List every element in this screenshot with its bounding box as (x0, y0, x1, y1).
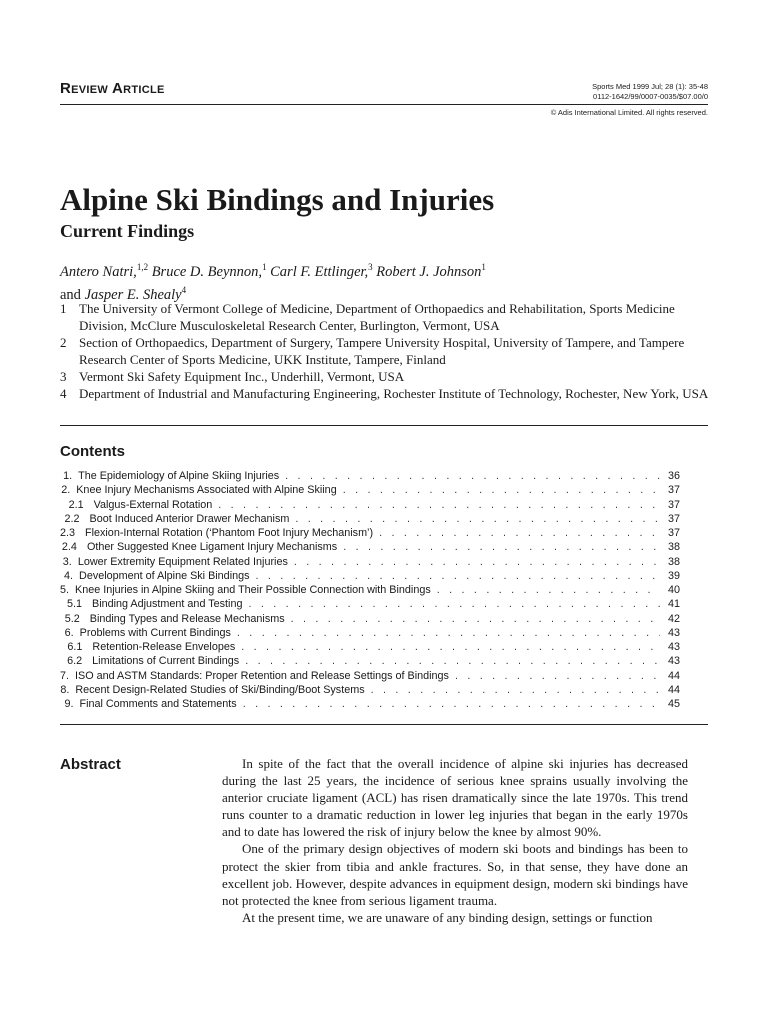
toc-leader (237, 626, 660, 640)
author-name: Antero Natri, (60, 263, 137, 280)
toc-page-number: 43 (667, 641, 680, 653)
affiliation-text: Vermont Ski Safety Equipment Inc., Underhill, Vermont, USA (79, 369, 405, 384)
toc-subentry[interactable] (60, 597, 680, 611)
header-divider (60, 104, 708, 105)
toc-number: 6.1 (67, 641, 83, 653)
toc-number: 2.3 (60, 527, 76, 539)
toc-title: Other Suggested Knee Ligament Injury Mechanisms (86, 541, 338, 554)
article-title: Alpine Ski Bindings and Injuries (60, 182, 495, 217)
toc-subentry[interactable] (60, 640, 680, 654)
toc-number: 5.2 (64, 612, 80, 625)
toc-entry[interactable] (60, 583, 680, 597)
author-name: Carl F. Ettlinger, (270, 263, 369, 280)
toc-title: Knee Injuries in Alpine Skiing and Their Possible Connection with Bindings (75, 584, 431, 596)
toc-title: ISO and ASTM Standards: Proper Retention and Release Settings of Bindings (75, 669, 449, 682)
toc-subentry[interactable] (60, 654, 680, 668)
toc-subentry[interactable] (60, 512, 680, 526)
author-affiliation-mark: 4 (181, 284, 187, 295)
toc-title: Boot Induced Anterior Drawer Mechanism (89, 512, 290, 525)
toc-number: 6.2 (67, 655, 83, 668)
toc-entry[interactable] (60, 569, 680, 583)
toc-subentry[interactable] (60, 498, 680, 512)
contents-top-divider (60, 425, 708, 426)
toc-number: 9. (64, 698, 74, 710)
toc-page-number: 44 (667, 669, 680, 682)
toc-title: Final Comments and Statements (79, 698, 237, 710)
toc-leader (243, 697, 660, 711)
affiliation-number: 4 (60, 386, 67, 401)
toc-page-number: 39 (667, 569, 680, 582)
toc-number: 3. (62, 555, 72, 568)
toc-number: 5.1 (66, 598, 82, 611)
toc-leader (291, 612, 660, 626)
affiliation-item (60, 334, 720, 368)
toc-leader (285, 469, 660, 483)
toc-page-number: 40 (667, 584, 680, 596)
toc-leader (218, 498, 660, 512)
toc-title: Binding Adjustment and Testing (92, 598, 243, 611)
contents-heading: Contents (60, 443, 125, 460)
toc-leader (379, 526, 660, 540)
toc-entry[interactable] (60, 555, 680, 569)
author-line-1 (60, 258, 700, 281)
toc-page-number: 36 (667, 470, 680, 482)
toc-page-number: 37 (667, 512, 680, 525)
toc-title: Limitations of Current Bindings (92, 655, 240, 668)
toc-leader (343, 483, 660, 497)
toc-number: 1. (63, 470, 73, 482)
author-list (60, 258, 700, 304)
toc-page-number: 44 (667, 683, 680, 696)
toc-page-number: 38 (667, 541, 680, 554)
author-affiliation-mark: 1 (481, 262, 486, 272)
affiliation-item (60, 385, 720, 402)
toc-page-number: 37 (667, 498, 680, 511)
toc-page-number: 43 (667, 626, 680, 639)
affiliation-item (60, 368, 720, 385)
toc-leader (256, 569, 661, 583)
toc-title: The Epidemiology of Alpine Skiing Injuries (78, 470, 280, 482)
toc-page-number: 42 (667, 612, 680, 625)
affiliation-number: 3 (60, 369, 67, 384)
toc-page-number: 37 (667, 527, 680, 539)
toc-title: Problems with Current Bindings (79, 626, 231, 639)
toc-number: 6. (64, 626, 74, 639)
affiliation-number: 2 (60, 335, 67, 350)
toc-page-number: 43 (667, 655, 680, 668)
journal-citation (592, 82, 708, 102)
table-of-contents (60, 469, 680, 711)
toc-entry[interactable] (60, 697, 680, 711)
toc-leader (241, 640, 660, 654)
toc-leader (295, 512, 660, 526)
affiliation-text: The University of Vermont College of Medicine, Department of Orthopaedics and Rehabilitation, Sports Medicine Division, McClure Musculoskeletal Research Center, Burlington, Vermont, USA (79, 301, 675, 333)
toc-title: Flexion-Internal Rotation (‘Phantom Foot Injury Mechanism’) (85, 527, 374, 539)
toc-title: Recent Design-Related Studies of Ski/Binding/Boot Systems (75, 683, 365, 696)
author-affiliation-mark: 1,2 (136, 262, 149, 272)
toc-entry[interactable] (60, 626, 680, 640)
author-name: Jasper E. Shealy (84, 286, 182, 303)
toc-title: Knee Injury Mechanisms Associated with Alpine Skiing (76, 484, 337, 497)
affiliation-text: Department of Industrial and Manufacturing Engineering, Rochester Institute of Technology, Rochester, New York, USA (79, 386, 709, 401)
toc-page-number: 41 (667, 598, 680, 611)
author-name: Robert J. Johnson (376, 263, 482, 280)
abstract-paragraph: In spite of the fact that the overall incidence of alpine ski injuries has decreased during the last 25 years, the incidence of serious knee sprains usually involving the anterior cruciate ligament (ACL) has risen dramatically since the late 1970s. This trend runs counter to a dramatic reduction in lower leg injuries that began in the early 1970s and to date has lowered the risk of injury below the knee by almost 90%. (222, 756, 688, 840)
toc-number: 2.1 (68, 498, 84, 511)
toc-number: 4. (64, 569, 74, 582)
toc-leader (245, 654, 660, 668)
toc-leader (294, 555, 660, 569)
author-affiliation-mark: 3 (368, 262, 373, 272)
author-affiliation-mark: 1 (262, 262, 267, 272)
abstract-body (222, 755, 688, 926)
abstract-heading: Abstract (60, 756, 121, 773)
toc-subentry[interactable] (60, 540, 680, 554)
article-subtitle: Current Findings (60, 221, 195, 241)
copyright-notice: © Adis International Limited. All rights reserved. (550, 108, 708, 117)
toc-number: 8. (60, 683, 70, 696)
contents-bottom-divider (60, 724, 708, 725)
toc-leader (371, 683, 660, 697)
toc-leader (455, 669, 660, 683)
toc-leader (248, 597, 660, 611)
toc-title: Development of Alpine Ski Bindings (79, 569, 250, 582)
affiliation-text: Section of Orthopaedics, Department of Surgery, Tampere University Hospital, University of Tampere, and Tampere Research Center of Sports Medicine, UKK Institute, Tampere, Finland (79, 335, 685, 367)
toc-subentry[interactable] (60, 612, 680, 626)
journal-citation-line: Sports Med 1999 Jul; 28 (1): 35-48 (592, 82, 708, 91)
author-name: Bruce D. Beynnon, (151, 263, 263, 280)
toc-number: 2.2 (64, 512, 80, 525)
affiliation-number: 1 (60, 301, 67, 316)
toc-leader (343, 540, 660, 554)
toc-number: 5. (60, 584, 70, 596)
journal-doi-line: 0112-1642/99/0007-0035/$07.00/0 (593, 92, 708, 101)
abstract-paragraph: At the present time, we are unaware of any binding design, settings or function (242, 909, 653, 925)
toc-title: Binding Types and Release Mechanisms (89, 612, 285, 625)
author-conjunction: and (60, 286, 85, 303)
toc-number: 2. (61, 484, 71, 497)
toc-title: Retention-Release Envelopes (92, 641, 236, 653)
toc-entry[interactable] (60, 669, 680, 683)
toc-title: Lower Extremity Equipment Related Injuries (77, 555, 288, 568)
affiliation-item (60, 300, 720, 334)
toc-entry[interactable] (60, 469, 680, 483)
article-type-label: Review Article (60, 80, 165, 97)
toc-entry[interactable] (60, 483, 680, 497)
toc-page-number: 38 (667, 555, 680, 568)
affiliation-list (60, 300, 720, 402)
toc-leader (437, 583, 660, 597)
toc-page-number: 37 (667, 484, 680, 497)
toc-number: 2.4 (61, 541, 77, 554)
toc-title: Valgus-External Rotation (93, 498, 213, 511)
toc-subentry[interactable] (60, 526, 680, 540)
toc-entry[interactable] (60, 683, 680, 697)
toc-page-number: 45 (667, 698, 680, 710)
toc-number: 7. (60, 669, 70, 682)
abstract-paragraph: One of the primary design objectives of modern ski boots and bindings has been to protect the skier from tibia and ankle fractures. So, in that sense, they have done an excellent job. However, despite advances in equipment design, modern ski bindings have not protected the knee from serious ligament trauma. (222, 841, 688, 908)
